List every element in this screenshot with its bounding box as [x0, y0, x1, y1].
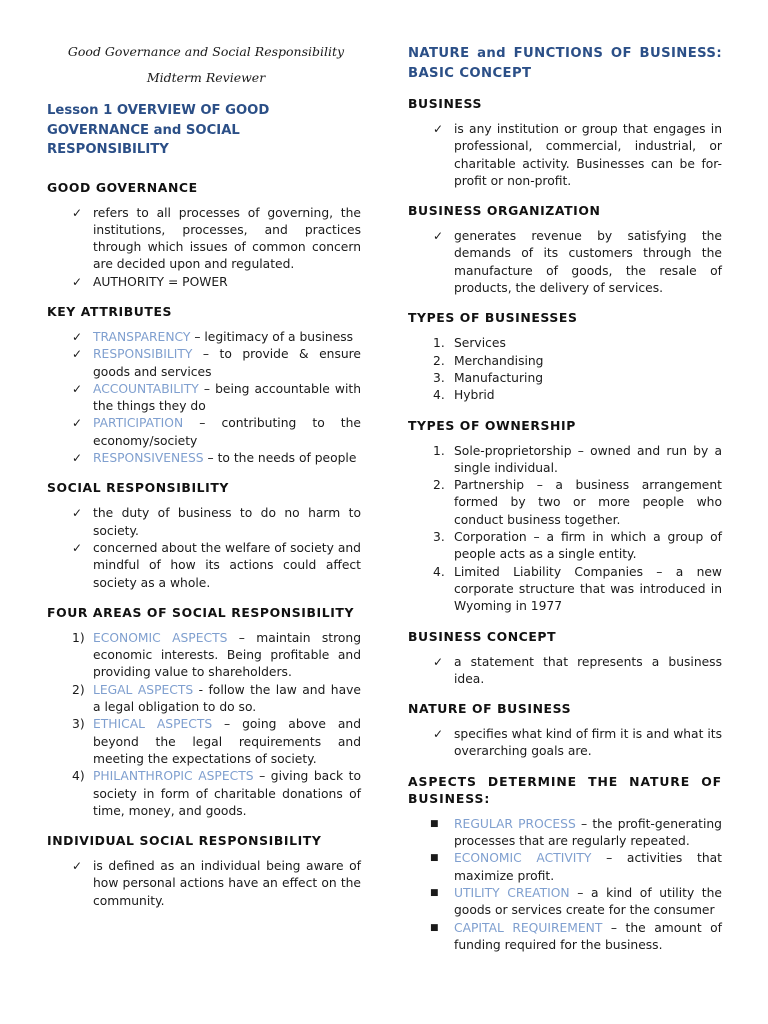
- document-title: Good Governance and Social Responsibility: [67, 44, 345, 59]
- term: ACCOUNTABILITY: [93, 381, 199, 396]
- square-bullet-icon: ■: [430, 818, 439, 829]
- heading-good-governance: GOOD GOVERNANCE: [47, 179, 198, 195]
- list-number: 3.: [433, 370, 445, 385]
- heading-business: BUSINESS: [408, 96, 482, 111]
- left-column: [47, 0, 361, 910]
- check-icon: ✓: [72, 381, 83, 396]
- list-item: ✓ TRANSPARENCY – legitimacy of a business: [47, 329, 361, 346]
- heading-individual-sr: INDIVIDUAL SOCIAL RESPONSIBILITY: [47, 833, 322, 849]
- term: CAPITAL REQUIREMENT: [454, 920, 603, 935]
- term: ETHICAL ASPECTS: [93, 717, 213, 732]
- heading-key-attributes: KEY ATTRIBUTES: [47, 303, 173, 319]
- list-item: 3. Corporation – a firm in which a group of people acts as a single entity.: [433, 530, 722, 562]
- check-icon: ✓: [433, 654, 444, 669]
- check-icon: ✓: [433, 727, 444, 742]
- list-item: ✓ RESPONSIBILITY – to provide & ensure goods and services: [72, 347, 361, 379]
- list-item: ✓ PARTICIPATION – contributing to the economy/society: [72, 416, 361, 448]
- business-organization-list: [408, 228, 722, 297]
- list-item: ✓ concerned about the welfare of society and mindful of how its actions could affect society as a whole.: [72, 540, 361, 590]
- heading-business-concept: BUSINESS CONCEPT: [408, 628, 557, 644]
- square-bullet-icon: ■: [430, 887, 439, 898]
- check-icon: ✓: [72, 859, 83, 874]
- document-subtitle: Midterm Reviewer: [146, 70, 266, 85]
- heading-types-of-businesses: TYPES OF BUSINESSES: [408, 310, 578, 326]
- list-item: ✓ is defined as an individual being aware of how personal actions have an effect on the community.: [72, 859, 361, 908]
- list-item: ■ CAPITAL REQUIREMENT – the amount of funding required for the business.: [430, 920, 723, 952]
- heading-types-of-ownership: TYPES OF OWNERSHIP: [408, 417, 576, 433]
- square-bullet-icon: ■: [430, 922, 439, 933]
- check-icon: ✓: [433, 122, 444, 136]
- term: RESPONSIBILITY: [93, 347, 193, 362]
- list-item: ✓ RESPONSIVENESS – to the needs of people: [47, 450, 361, 467]
- list-item: 2. Partnership – a business arrangement formed by two or more people who conduct business together.: [433, 478, 722, 527]
- good-governance-list: [47, 205, 361, 291]
- list-item: 4. Limited Liability Companies – a new corporate structure that was introduced in Wyoming in 1977: [433, 564, 722, 614]
- list-item: ✓ generates revenue by satisfying the demands of its customers through the manufacture of goods, the resale of products, the delivery of services.: [433, 229, 722, 296]
- check-icon: ✓: [433, 229, 444, 244]
- list-item: ✓ is any institution or group that engages in professional, commercial, industrial, or charitable activity. Businesses can be for-profit or non-profit.: [433, 122, 722, 188]
- list-number: 2): [72, 682, 85, 697]
- list-item: ✓ AUTHORITY = POWER: [47, 274, 361, 291]
- heading-four-areas: FOUR AREAS OF SOCIAL RESPONSIBILITY: [47, 604, 355, 620]
- list-number: 3): [72, 717, 85, 732]
- term: REGULAR PROCESS: [454, 816, 576, 831]
- check-icon: ✓: [72, 416, 83, 431]
- check-icon: ✓: [72, 506, 83, 521]
- term: ECONOMIC ACTIVITY: [454, 851, 592, 866]
- list-item: 1) ECONOMIC ASPECTS – maintain strong economic interests. Being profitable and providing value to shareholders.: [72, 630, 361, 680]
- check-icon: ✓: [72, 451, 83, 466]
- list-number: 1.: [433, 443, 445, 458]
- list-number: 2.: [433, 478, 445, 493]
- square-bullet-icon: ■: [430, 853, 439, 864]
- list-number: 2.: [433, 353, 445, 368]
- check-icon: ✓: [72, 205, 83, 220]
- list-item: 1. Services: [408, 335, 722, 352]
- business-concept-list: [408, 654, 722, 689]
- term: PHILANTHROPIC ASPECTS: [93, 769, 254, 784]
- list-item: 4) PHILANTHROPIC ASPECTS – giving back to society in form of charitable donations of time, money, and goods.: [72, 769, 361, 818]
- list-item: 2. Merchandising: [408, 353, 722, 370]
- term: ECONOMIC ASPECTS: [93, 630, 228, 645]
- list-number: 3.: [433, 530, 445, 545]
- heading-nature-of-business: NATURE OF BUSINESS: [408, 701, 572, 717]
- key-attributes-list: [47, 329, 361, 467]
- check-icon: ✓: [72, 329, 83, 344]
- list-number: 4): [72, 769, 85, 784]
- list-number: 1.: [433, 336, 445, 351]
- check-icon: ✓: [72, 347, 83, 362]
- check-icon: ✓: [72, 540, 83, 555]
- topic-title: NATURE and FUNCTIONS OF BUSINESS: BASIC CONCEPT: [408, 46, 722, 81]
- list-item: ✓ the duty of business to do no harm to society.: [72, 506, 361, 538]
- individual-sr-list: [47, 858, 361, 910]
- list-item: 1. Sole-proprietorship – owned and run by a single individual.: [433, 443, 722, 475]
- list-item: 2) LEGAL ASPECTS - follow the law and have a legal obligation to do so.: [72, 682, 361, 715]
- term: TRANSPARENCY: [93, 329, 191, 344]
- heading-social-responsibility: SOCIAL RESPONSIBILITY: [47, 480, 229, 496]
- aspects-list: [408, 816, 722, 954]
- term: RESPONSIVENESS: [93, 451, 204, 466]
- term: UTILITY CREATION: [454, 885, 570, 900]
- types-of-ownership-list: [408, 443, 722, 616]
- list-item: ■ ECONOMIC ACTIVITY – activities that maximize profit.: [430, 851, 722, 883]
- term: LEGAL ASPECTS: [93, 682, 194, 697]
- right-column: [408, 0, 722, 954]
- list-item: ✓ refers to all processes of governing, the institutions, processes, and practices through which issues of common concern are decided upon and regulated.: [72, 205, 361, 272]
- heading-aspects: ASPECTS DETERMINE THE NATURE OF BUSINESS:: [408, 773, 722, 806]
- social-responsibility-list: [47, 505, 361, 591]
- term: PARTICIPATION: [93, 416, 184, 431]
- list-item: 4. Hybrid: [408, 387, 722, 404]
- list-item: ✓ ACCOUNTABILITY – being accountable with the things they do: [72, 381, 361, 414]
- list-item: 3. Manufacturing: [408, 370, 722, 387]
- nature-of-business-list: [408, 726, 722, 761]
- list-item: ■ UTILITY CREATION – a kind of utility the goods or services create for the consumer: [430, 885, 722, 918]
- check-icon: ✓: [72, 274, 83, 289]
- list-number: 1): [72, 630, 85, 645]
- types-of-businesses-list: [408, 335, 722, 404]
- list-item: ■ REGULAR PROCESS – the profit-generating processes that are regularly repeated.: [430, 816, 722, 849]
- business-list: [408, 121, 722, 190]
- four-areas-list: [47, 630, 361, 820]
- list-number: 4.: [433, 388, 445, 403]
- list-number: 4.: [433, 564, 445, 579]
- list-item: 3) ETHICAL ASPECTS – going above and beyond the legal requirements and meeting the expectations of society.: [72, 717, 361, 766]
- list-item: ✓ specifies what kind of firm it is and what its overarching goals are.: [433, 727, 722, 759]
- lesson-title: Lesson 1 OVERVIEW OF GOOD GOVERNANCE and SOCIAL RESPONSIBILITY: [47, 103, 270, 157]
- heading-business-organization: BUSINESS ORGANIZATION: [408, 203, 601, 219]
- list-item: ✓ a statement that represents a business idea.: [433, 654, 722, 686]
